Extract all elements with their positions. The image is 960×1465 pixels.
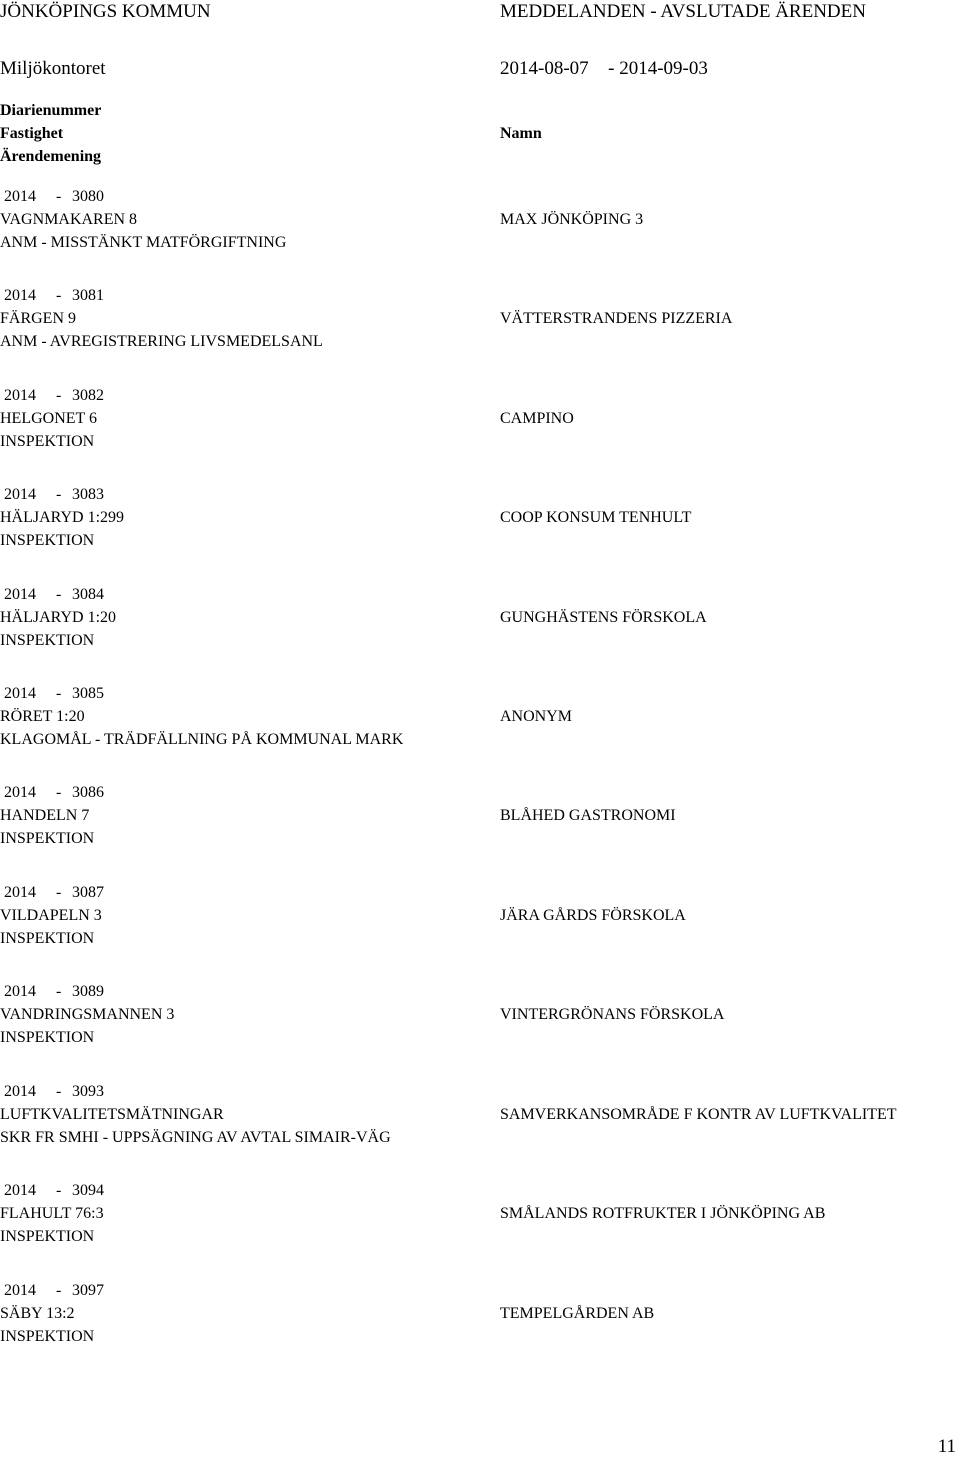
- case-number: 2014 - 3085: [4, 685, 104, 702]
- case-subject: SKR FR SMHI - UPPSÄGNING AV AVTAL SIMAIR-VÄG: [0, 1129, 391, 1146]
- case-name: ANONYM: [500, 708, 572, 725]
- case-subject: ANM - MISSTÄNKT MATFÖRGIFTNING: [0, 234, 287, 251]
- case-record: [0, 782, 960, 851]
- page-number: 11: [937, 1436, 956, 1457]
- date-from: 2014-08-07: [500, 58, 589, 79]
- case-name: TEMPELGÅRDEN AB: [500, 1305, 655, 1322]
- case-name: VÄTTERSTRANDENS PIZZERIA: [500, 310, 733, 327]
- case-property: FLAHULT 76:3: [0, 1205, 104, 1222]
- case-property: HANDELN 7: [0, 807, 90, 824]
- case-number: 2014 - 3093: [4, 1083, 104, 1100]
- case-name: VINTERGRÖNANS FÖRSKOLA: [500, 1006, 725, 1023]
- case-name: GUNGHÄSTENS FÖRSKOLA: [500, 609, 707, 626]
- case-property: VANDRINGSMANNEN 3: [0, 1006, 175, 1023]
- case-subject: KLAGOMÅL - TRÄDFÄLLNING PÅ KOMMUNAL MARK: [0, 731, 404, 748]
- case-number: 2014 - 3080: [4, 188, 104, 205]
- case-property: HELGONET 6: [0, 410, 98, 427]
- case-property: RÖRET 1:20: [0, 708, 85, 725]
- case-number: 2014 - 3089: [4, 983, 104, 1000]
- case-name: SAMVERKANSOMRÅDE F KONTR AV LUFTKVALITET: [500, 1106, 897, 1123]
- case-subject: INSPEKTION: [0, 632, 95, 649]
- case-record: [0, 385, 960, 454]
- case-number: 2014 - 3097: [4, 1282, 104, 1299]
- case-name: BLÅHED GASTRONOMI: [500, 807, 676, 824]
- department-name: Miljökontoret: [0, 58, 106, 79]
- case-subject: INSPEKTION: [0, 1029, 95, 1046]
- case-name: COOP KONSUM TENHULT: [500, 509, 692, 526]
- case-subject: INSPEKTION: [0, 1328, 95, 1345]
- case-record: [0, 186, 960, 255]
- case-number: 2014 - 3086: [4, 784, 104, 801]
- date-separator: -: [608, 58, 615, 79]
- column-header-arendemening: Ärendemening: [0, 148, 102, 165]
- case-property: VILDAPELN 3: [0, 907, 102, 924]
- case-subject: INSPEKTION: [0, 830, 95, 847]
- case-record: [0, 584, 960, 653]
- case-number: 2014 - 3084: [4, 586, 104, 603]
- case-number: 2014 - 3081: [4, 287, 104, 304]
- case-record: [0, 683, 960, 752]
- case-record: [0, 1280, 960, 1349]
- case-record: [0, 1081, 960, 1150]
- date-to: 2014-09-03: [619, 58, 708, 79]
- case-number: 2014 - 3082: [4, 387, 104, 404]
- case-property: LUFTKVALITETSMÄTNINGAR: [0, 1106, 224, 1123]
- case-record: [0, 882, 960, 951]
- case-subject: INSPEKTION: [0, 433, 95, 450]
- case-property: HÄLJARYD 1:20: [0, 609, 117, 626]
- case-subject: INSPEKTION: [0, 1228, 95, 1245]
- case-name: MAX JÖNKÖPING 3: [500, 211, 644, 228]
- organization-name: JÖNKÖPINGS KOMMUN: [0, 1, 211, 22]
- case-subject: INSPEKTION: [0, 930, 95, 947]
- column-header-namn: Namn: [500, 125, 542, 142]
- case-subject: ANM - AVREGISTRERING LIVSMEDELSANL: [0, 333, 323, 350]
- case-number: 2014 - 3094: [4, 1182, 104, 1199]
- date-range: [500, 58, 708, 80]
- column-header-fastighet: Fastighet: [0, 125, 64, 142]
- case-property: HÄLJARYD 1:299: [0, 509, 125, 526]
- case-property: SÄBY 13:2: [0, 1305, 75, 1322]
- column-header-diarienummer: Diarienummer: [0, 102, 102, 119]
- case-number: 2014 - 3083: [4, 486, 104, 503]
- case-record: [0, 981, 960, 1050]
- case-record: [0, 1180, 960, 1249]
- report-title: MEDDELANDEN - AVSLUTADE ÄRENDEN: [500, 1, 866, 22]
- case-property: FÄRGEN 9: [0, 310, 77, 327]
- case-property: VAGNMAKAREN 8: [0, 211, 138, 228]
- case-subject: INSPEKTION: [0, 532, 95, 549]
- case-record: [0, 484, 960, 553]
- case-name: CAMPINO: [500, 410, 574, 427]
- case-record: [0, 285, 960, 354]
- case-name: SMÅLANDS ROTFRUKTER I JÖNKÖPING AB: [500, 1205, 826, 1222]
- case-number: 2014 - 3087: [4, 884, 104, 901]
- case-name: JÄRA GÅRDS FÖRSKOLA: [500, 907, 686, 924]
